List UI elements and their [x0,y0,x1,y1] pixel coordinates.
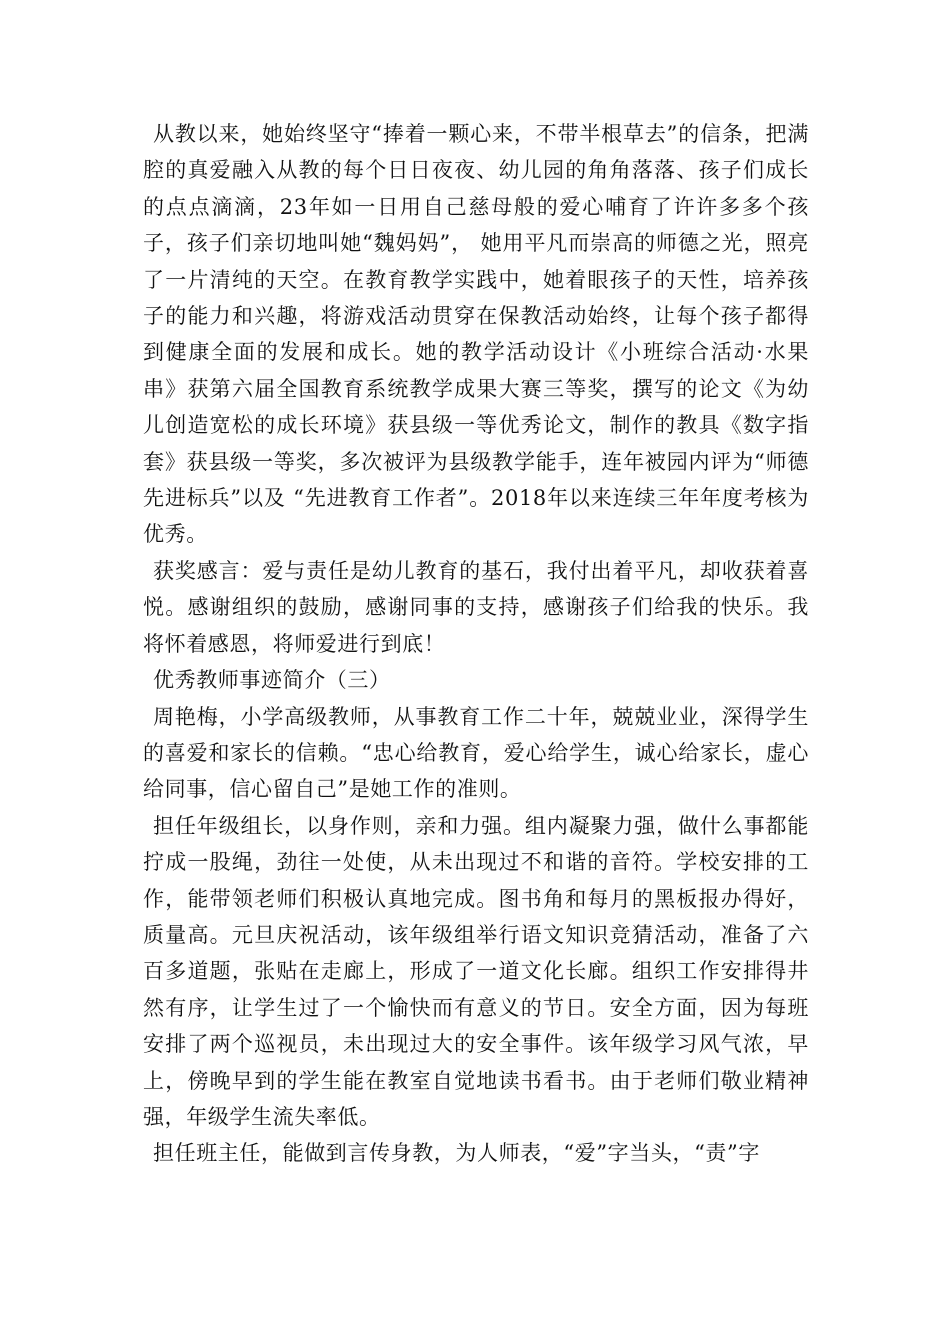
document-body [143,116,809,1172]
paragraph-award-speech: 获奖感言：爱与责任是幼儿教育的基石，我付出着平凡，却收获着喜悦。感谢组织的鼓励，感谢同事的支持，感谢孩子们给我的快乐。我将怀着感恩，将师爱进行到底！ [143,558,809,656]
section-heading: 优秀教师事迹简介（三） [153,668,391,693]
paragraph-class-teacher: 担任班主任，能做到言传身教，为人师表，“爱”字当头，“责”字 [153,1141,760,1166]
paragraph-teacher-zhou-intro: 周艳梅，小学高级教师，从事教育工作二十年，兢兢业业，深得学生的喜爱和家长的信赖。“忠心给教育，爱心给学生，诚心给家长，虚心给同事，信心留自己”是她工作的准则。 [143,704,809,802]
paragraph-grade-leader: 担任年级组长，以身作则，亲和力强。组内凝聚力强，做什么事都能拧成一股绳，劲往一处使，从未出现过不和谐的音符。学校安排的工作，能带领老师们积极认真地完成。图书角和每月的黑板报办得好，质量高。元旦庆祝活动，该年级组举行语文知识竞猜活动，准备了六百多道题，张贴在走廊上，形成了一道文化长廊。组织工作安排得井然有序，让学生过了一个愉快而有意义的节日。安全方面，因为每班安排了两个巡视员，未出现过大的安全事件。该年级学习风气浓，早上，傍晚早到的学生能在教室自觉地读书看书。由于老师们敬业精神强，年级学生流失率低。 [143,813,809,1129]
paragraph-teacher-wei-deeds: 从教以来，她始终坚守“捧着一颗心来，不带半根草去”的信条，把满腔的真爱融入从教的每个日日夜夜、幼儿园的角角落落、孩子们成长的点点滴滴，23年如一日用自己慈母般的爱心哺育了许许多多个孩子，孩子们亲切地叫她“魏妈妈”， 她用平凡而崇高的师德之光，照亮了一片清纯的天空。在教育教学实践中，她着眼孩子的天性，培养孩子的能力和兴趣，将游戏活动贯穿在保教活动始终，让每个孩子都得到健康全面的发展和成长。她的教学活动设计《小班综合活动·水果串》获第六届全国教育系统教学成果大赛三等奖，撰写的论文《为幼儿创造宽松的成长环境》获县级一等优秀论文，制作的教具《数字指套》获县级一等奖，多次被评为县级教学能手，连年被园内评为“师德先进标兵”以及 “先进教育工作者”。2018年以来连续三年年度考核为优秀。 [143,122,809,547]
